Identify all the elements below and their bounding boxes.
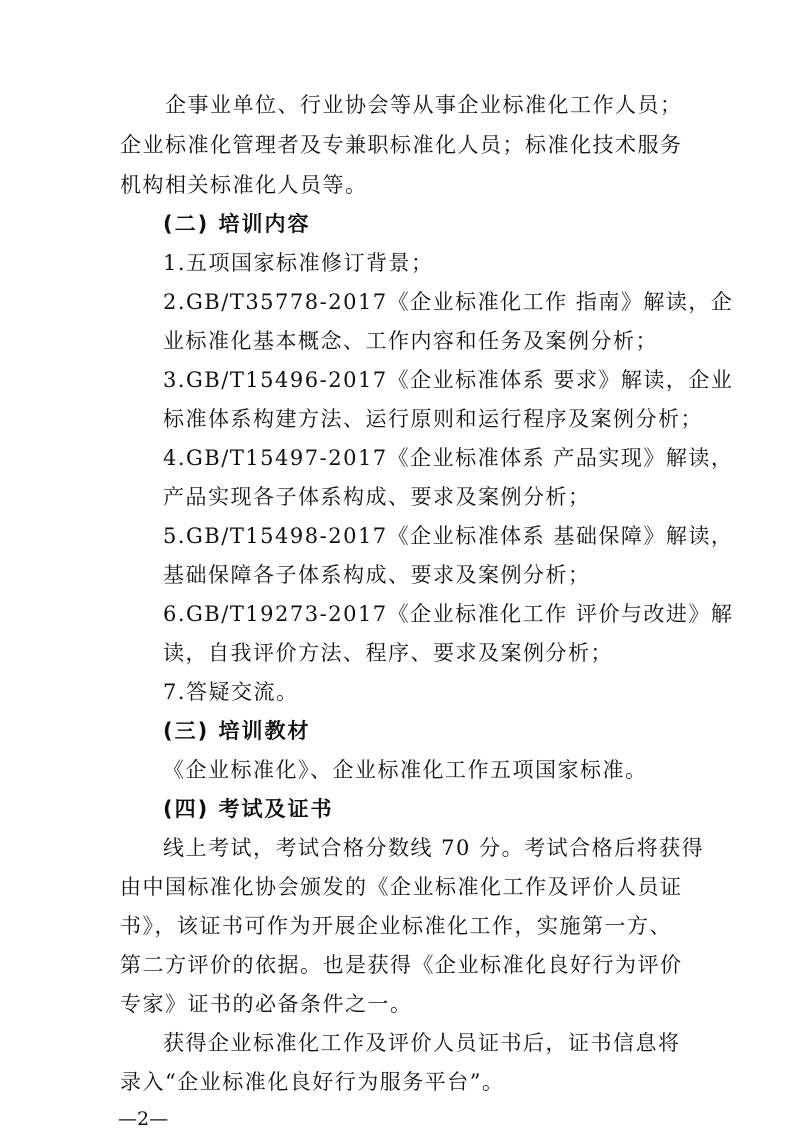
body-text-line: 获得企业标准化工作及评价人员证书后，证书信息将	[163, 1031, 681, 1055]
body-text-line: 机构相关标准化人员等。	[120, 173, 368, 197]
body-text-line: 录入“企业标准化良好行为服务平台”。	[120, 1070, 505, 1094]
list-item-continuation: 产品实现各子体系构成、要求及案例分析；	[163, 485, 591, 509]
list-item-continuation: 读，自我评价方法、程序、要求及案例分析；	[163, 641, 613, 665]
body-text-line: 企业标准化管理者及专兼职标准化人员；标准化技术服务	[120, 133, 683, 157]
body-text-line: 第二方评价的依据。也是获得《企业标准化良好行为评价	[120, 953, 683, 977]
list-item-continuation: 基础保障各子体系构成、要求及案例分析；	[163, 563, 591, 587]
page-number: —2—	[118, 1108, 169, 1130]
list-item: 7.答疑交流。	[163, 680, 299, 704]
body-text-line: 书》，该证书可作为开展企业标准化工作，实施第一方、	[120, 914, 672, 938]
body-text-line: 《企业标准化》、企业标准化工作五项国家标准。	[163, 758, 648, 782]
body-text-line: 专家》证书的必备条件之一。	[120, 992, 413, 1016]
body-text-line: 线上考试，考试合格分数线 70 分。考试合格后将获得	[163, 836, 705, 860]
list-item: 3.GB/T15496-2017《企业标准体系 要求》解读，企业	[163, 368, 734, 392]
section-heading-exam-certificate: (四) 考试及证书	[163, 797, 334, 821]
section-heading-training-content: (二) 培训内容	[163, 212, 311, 236]
body-text-line: 企事业单位、行业协会等从事企业标准化工作人员；	[165, 93, 683, 117]
list-item: 4.GB/T15497-2017《企业标准体系 产品实现》解读，	[163, 446, 734, 470]
list-item: 5.GB/T15498-2017《企业标准体系 基础保障》解读，	[163, 524, 734, 548]
section-heading-training-materials: (三) 培训教材	[163, 719, 311, 743]
list-item: 1.五项国家标准修订背景；	[163, 251, 434, 275]
body-text-line: 由中国标准化协会颁发的《企业标准化工作及评价人员证	[120, 875, 683, 899]
list-item-continuation: 业标准化基本概念、工作内容和任务及案例分析；	[163, 329, 658, 353]
list-item-continuation: 标准体系构建方法、运行原则和运行程序及案例分析；	[163, 407, 703, 431]
list-item: 6.GB/T19273-2017《企业标准化工作 评价与改进》解	[163, 602, 734, 626]
list-item: 2.GB/T35778-2017《企业标准化工作 指南》解读，企	[163, 290, 734, 314]
